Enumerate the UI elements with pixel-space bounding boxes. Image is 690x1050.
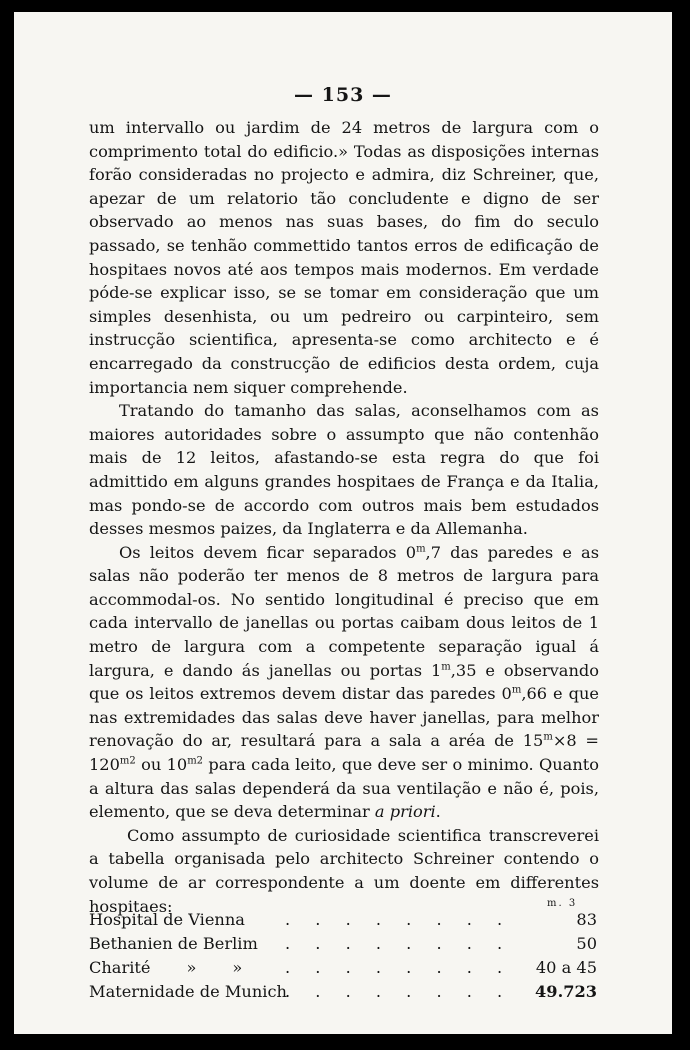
paragraph-1 (89, 116, 599, 399)
italic-text: a priori (374, 802, 436, 822)
hospital-name: Hospital de Vienna (89, 910, 245, 929)
air-volume-value: 40 a 45 (535, 958, 597, 977)
paragraph-2 (89, 399, 599, 541)
text-run: ou 10 (135, 755, 188, 775)
book-page (14, 12, 672, 1034)
text-run: Como assumpto de curiosidade scientifica transcreverei a tabella organisada pelo architecto Schreiner contendo o volume de ar correspondente a um doente em differentes hospitaes: (89, 825, 599, 916)
unit-superscript: m (511, 684, 522, 696)
text-run: ,66 e que nas extremidades das salas deve haver janellas, para melhor renovação do ar, resultará para a sala a aréa de 15 (89, 684, 600, 751)
table-row (89, 982, 609, 1006)
leader-dots: . . . . . . . . (285, 982, 513, 1001)
text-run: Tratando do tamanho das salas, aconselhamos com as maiores autoridades sobre o assumpto que não contenhão mais de 12 leitos, afastando-se esta regra do que foi admittido em alguns grandes hospitaes de França e da Italia, mas pondo-se de accordo com outros mais bem estudados desses mesmos paizes, da Inglaterra e da Allemanha. (89, 401, 599, 539)
air-volume-value: 50 (576, 934, 597, 953)
text-run: ,7 das paredes e as salas não poderão ter menos de 8 metros de largura para accommodal-os. No sentido longitudinal é preciso que em cada intervallo de janellas ou portas caibam dous leitos de 1 metro de largura com a competente separação igual á largura, e dando ás janellas ou portas 1 (89, 542, 599, 680)
text-run: um intervallo ou jardim de 24 metros de largura com o comprimento total do edificio.» Todas as disposições internas forão consideradas no projecto e admira, diz Schreiner, que, apezar de um relatorio tão concludente e digno de ser observado ao menos nas suas bases, do fim do seculo passado, se tenhão commettido tantos erros de edificação de hospitaes novos até aos tempos mais modernos. Em verdade póde-se explicar isso, se se tomar em consideração que um simples desenhista, ou um pedreiro ou carpinteiro, sem instrucção scientifica, apresenta-se como architecto e é encarregado da construcção de edificios desta ordem, cuja importancia nem siquer comprehende. (89, 118, 599, 397)
hospital-name: Maternidade de Munich (89, 982, 287, 1001)
unit-superscript: m (416, 543, 426, 555)
body-text (89, 116, 599, 918)
text-run: Os leitos devem ficar separados 0 (119, 542, 417, 562)
leader-dots: . . . . . . . . (285, 910, 513, 929)
leader-dots: . . . . . . . . (285, 934, 513, 953)
table-row (89, 910, 609, 934)
unit-superscript: m (543, 732, 553, 744)
paragraph-3 (89, 541, 599, 824)
unit-superscript: m2 (119, 755, 136, 767)
text-run: ×8 = 120 (89, 731, 599, 775)
unit-superscript: m2 (187, 755, 204, 767)
table-row (89, 934, 609, 958)
hospital-name: Charité » » (89, 958, 243, 977)
air-volume-value: 49.723 (535, 982, 597, 1001)
hospital-name: Bethanien de Berlim (89, 934, 258, 953)
paragraph-4 (89, 824, 599, 918)
air-volume-value: 83 (576, 910, 597, 929)
text-run: . (435, 802, 441, 822)
unit-superscript: m (441, 661, 451, 673)
page-number: — 153 — (294, 84, 392, 106)
text-run: para cada leito, que deve ser o minimo. Quanto a altura das salas dependerá da sua ventilação e não é, pois, elemento, que se deva determinar (89, 755, 599, 822)
table-row (89, 958, 609, 982)
leader-dots: . . . . . . . . (285, 958, 513, 977)
text-run: ,35 e observando que os leitos extremos devem distar das paredes 0 (89, 660, 599, 704)
unit-label: m. 3 (547, 898, 578, 909)
